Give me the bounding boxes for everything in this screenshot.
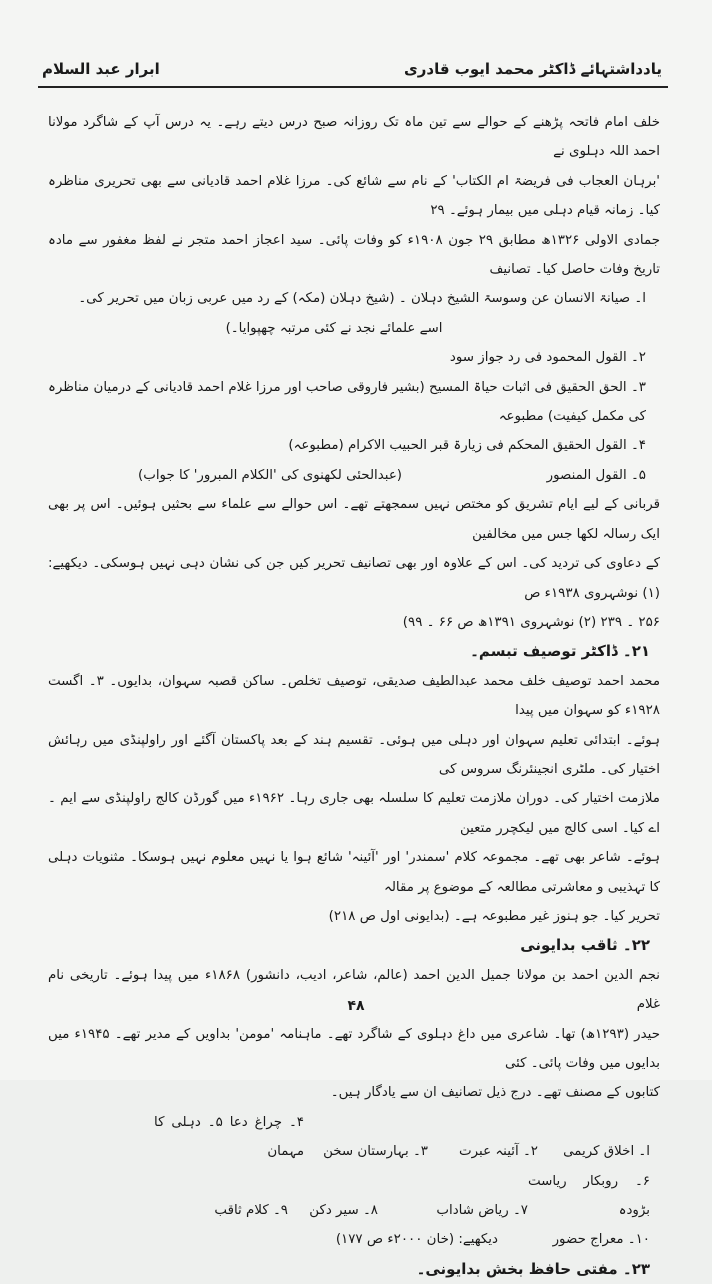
work-item: ۲۔ القول المحمود فی رد جواز سود (449, 350, 646, 366)
text-line: خلف امام فاتحہ پڑھنے کے حوالے سے تین ماہ تک روزانہ صبح درس دیتے رہے۔ یہ درس آپ کے شاگرد مولانا احمد اللہ دہلوی نے (48, 115, 660, 160)
text-line: نجم الدین احمد بن مولانا جمیل الدین احمد (عالم، شاعر، ادیب، دانشور) ۱۸۶۸ء میں پیدا ہوئے۔ تاریخی نام غلام (48, 967, 660, 1013)
book-item: ۲۔ آئینہ عبرت (459, 1144, 538, 1160)
work-item: ا۔ صیانۃ الانسان عن وسوسۃ الشیخ دہلان ۔ (شیخ دہلان (مکہ) کے رد میں عربی زبان میں تحریر کی۔ (78, 291, 646, 307)
header-book-title: یادداشتہائے ڈاکٹر محمد ایوب قادری (403, 60, 662, 78)
text-line: ۲۵۶ ۔ ۲۳۹ (۲) نوشہروی ۱۳۹۱ھ ص ۶۶ ۔ ۹۹) (402, 614, 660, 630)
work-item-note: اسے علمائے نجد نے کئی مرتبہ چھپوایا۔) (225, 320, 443, 336)
text-line: کے دعاوی کی تردید کی۔ اس کے علاوہ اور بھی تصانیف تحریر کیں جن کی نشان دہی نہیں ہوسکی۔ دیکھیے: (۱) نوشہروی ۱۹۳۸ء ص (48, 556, 660, 601)
page-number: ۴۸ (347, 998, 365, 1014)
text-line: محمد احمد توصیف خلف محمد عبدالطیف صدیقی، توصیف تخلص۔ ساکن قصبہ سہوان، بدایوں۔ ۳۔ اگست ۱۹۲۸ء کو سہوان میں پیدا (48, 673, 660, 719)
book-item: ۴۔ چراغ دعا ۵۔ دہلی کا مہمان (154, 1114, 304, 1160)
book-item: ۱۰۔ معراج حضور (552, 1232, 650, 1248)
work-item: ۴۔ القول الحقیق المحکم فی زیارۃ قبر الحبیب الاکرام (مطبوعہ) (288, 438, 646, 454)
running-header (38, 58, 668, 88)
body-text (48, 108, 660, 1284)
section-heading: ۲۲۔ ثاقب بدایونی (520, 936, 650, 955)
book-item: ۳۔ بہارستان سخن (323, 1144, 428, 1160)
book-item: ۸۔ سیر دکن (309, 1203, 378, 1219)
text-line: ہوئے۔ ابتدائی تعلیم سہوان اور دہلی میں ہوئی۔ تقسیم ہند کے بعد پاکستان آگئے اور راولپنڈی میں رہائش اختیار کی۔ ملٹری انجینئرنگ سروس کی (48, 732, 660, 777)
text-line: جمادی الاولی ۱۳۲۶ھ مطابق ۲۹ جون ۱۹۰۸ء کو وفات پائی۔ سید اعجاز احمد متجر نے لفظ مغفور سے مادہ تاریخ وفات حاصل کیا۔ تصانیف (48, 232, 660, 278)
text-line: تحریر کیا۔ جو ہنوز غیر مطبوعہ ہے۔ (بدایونی اول ص ۲۱۸) (328, 908, 660, 924)
books-row (48, 1225, 660, 1254)
book-item: ۶۔ روبکار ریاست بڑودہ (528, 1173, 650, 1219)
text-line: ملازمت اختیار کی۔ دوران ملازمت تعلیم کا سلسلہ بھی جاری رہا۔ ۱۹۶۲ء میں گورڈن کالج راولپنڈی سے ایم ۔ اے کیا۔ اسی کالج میں لیکچرر متعین (48, 791, 660, 836)
text-line: کتابوں کے مصنف تھے۔ درج ذیل تصانیف ان سے یادگار ہیں۔ (330, 1085, 660, 1101)
book-item: ۹۔ کلام ثاقب (214, 1203, 288, 1219)
work-item (48, 461, 660, 490)
section-heading: ۲۱۔ ڈاکٹر توصیف تبسم۔ (470, 642, 650, 661)
work-title: ۵۔ القول المنصور (546, 467, 646, 483)
book-item: ا۔ اخلاق کریمی (563, 1144, 650, 1160)
books-row (48, 1108, 660, 1167)
work-item: ۳۔ الحق الحقیق فی اثبات حیاۃ المسیح (بشیر فاروقی صاحب اور مرزا غلام احمد قادیانی کے درمیان مناظرہ کی مکمل کیفیت) مطبوعہ (48, 379, 646, 425)
book-reference: دیکھیے: (خان ۲۰۰۰ء ص ۱۷۷) (335, 1232, 498, 1248)
header-author: ابرار عبد السلام (42, 60, 160, 78)
text-line: 'برہان العجاب فی فریضۃ ام الکتاب' کے نام سے شائع کی۔ مرزا غلام احمد قادیانی سے بھی تحریری مناظرہ کیا۔ زمانہ قیام دہلی میں بیمار ہوئے۔ ۲۹ (48, 173, 660, 219)
text-line: حیدر (۱۲۹۳ھ) تھا۔ شاعری میں داغ دہلوی کے شاگرد تھے۔ ماہنامہ 'مومن' بداویں کے مدیر تھے۔ ۱۹۴۵ء میں بدایوں میں وفات پائی۔ کئی (48, 1026, 660, 1071)
books-row (48, 1167, 660, 1226)
work-note: (عبدالحئی لکھنوی کی 'الکلام المبرور' کا جواب) (138, 467, 403, 483)
text-line: قربانی کے لیے ایام تشریق کو مختص نہیں سمجھتے تھے۔ اس حوالے سے علماء سے بحثیں ہوئیں۔ اس پر بھی ایک رسالہ لکھا جس میں مخالفین (48, 497, 660, 542)
section-heading: ۲۳۔ مفتی حافظ بخش بدایونی۔ (416, 1259, 650, 1278)
text-line: ہوئے۔ شاعر بھی تھے۔ مجموعہ کلام 'سمندر' اور 'آئینہ' شائع ہوا یا نہیں معلوم نہیں ہوسکا۔ مثنویات دہلی کا تہذیبی و معاشرتی مطالعہ کے موضوع پر مقالہ (48, 850, 660, 895)
book-item: ۷۔ ریاض شاداب (436, 1203, 528, 1219)
